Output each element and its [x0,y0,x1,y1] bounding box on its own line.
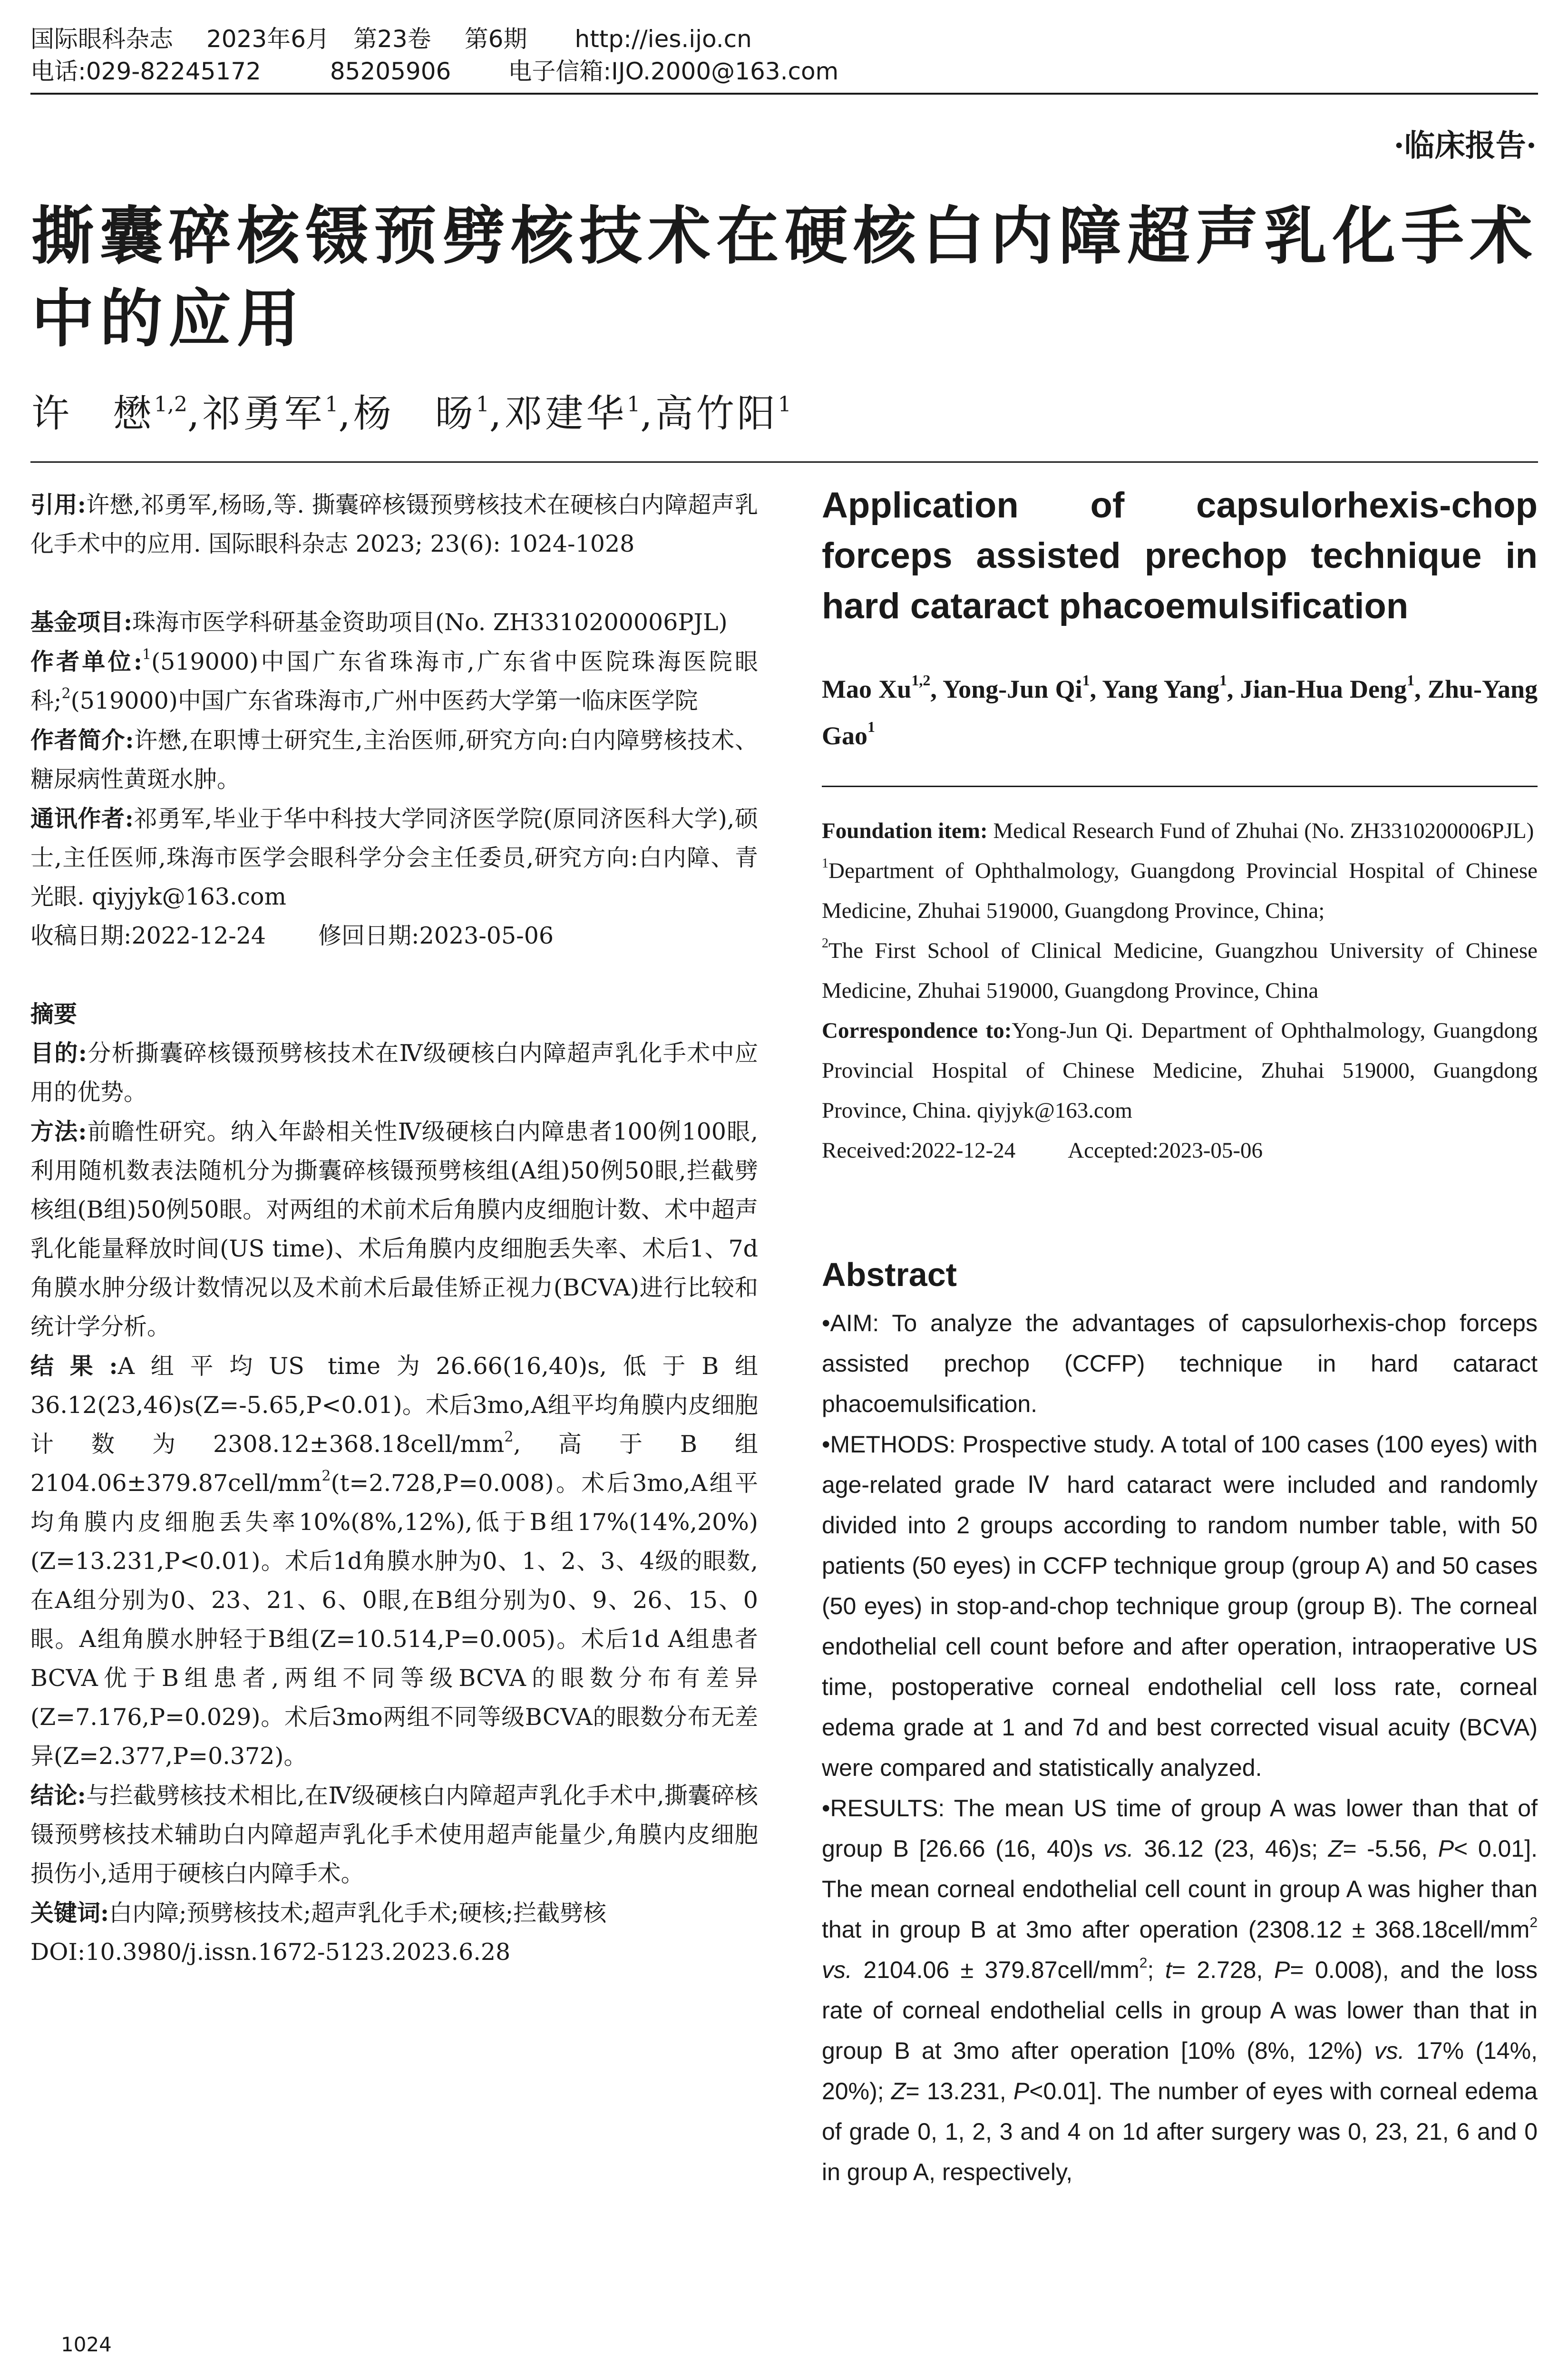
journal-header [30,23,1538,88]
department-2-text: The First School of Clinical Medicine, Guangzhou University of Chinese Medicine, Zhuhai 519000, Guangdong Province, China [822,938,1538,1003]
conclusion-text: 与拦截劈核技术相比,在Ⅳ级硬核白内障超声乳化手术中,撕囊碎核镊预劈核技术辅助白内障超声乳化手术使用超声能量少,角膜内皮细胞损伤小,适用于硬核白内障手术。 [30,1782,758,1887]
abstract-methods [30,1112,758,1346]
conclusion-label: 结论: [30,1782,86,1809]
author-bio [30,721,758,799]
results-en-text: = 13.231, [906,2078,1013,2104]
author-affiliation: 1 [867,718,876,735]
abstract-aim-en: •AIM: To analyze the advantages of capsulorhexis-chop forceps assisted prechop (CCFP) technique in hard cataract phacoemulsification. [822,1310,1538,1417]
foundation-label: Foundation item: [822,818,988,843]
results-en-text: 2104.06 ± 379.87cell/mm [852,1957,1139,1983]
author-en: Yang Yang [1102,675,1219,703]
department-sup: 2 [822,936,828,951]
left-column [30,485,758,1972]
results-en-stat: P [1274,1957,1290,1983]
dates [30,916,758,955]
results-en-text: < 0.01]. The mean corneal endothelial cell count in group A was higher than that in group B at 3mo after operation (2308.12 ± 368.18cell/mm [822,1835,1538,1943]
revised-date: 修回日期:2023-05-06 [318,922,554,949]
author-affiliation: 1 [778,392,791,417]
section-label: ·临床报告· [1393,128,1537,164]
authors-en: Mao Xu$^{1,2}$, Yong-Jun Qi$^1$, Yang Yang$^1$, Jian-Hua Deng$^1$, Zhu-Yang Gao$^1$ [822,672,1538,750]
keywords-text: 白内障;预劈核技术;超声乳化手术;硬核;拦截劈核 [109,1900,607,1927]
page-number: 1024 [61,2333,112,2356]
journal-url[interactable]: http://ies.ijo.cn [575,25,752,53]
affiliation-text-1: (519000)中国广东省珠海市,广东省中医院珠海医院眼科; [30,648,758,714]
abstract-title-cn: 摘要 [30,1000,78,1028]
results-en-sup: 2 [1139,1955,1148,1971]
author-cn: 祁勇军 [202,391,325,436]
methods-text: 前瞻性研究。纳入年龄相关性Ⅳ级硬核白内障患者100例100眼,利用随机数表法随机分为撕囊碎核镊预劈核组(A组)50例50眼,拦截劈核组(B组)50例50眼。对两组的术前术后角膜内皮细胞计数、术中超声乳化能量释放时间(US time)、术后角膜内皮细胞丢失率、术后1、7d角膜水肿分级计数情况以及术前术后最佳矫正视力(BCVA)进行比较和统计学分析。 [30,1118,758,1340]
author-affiliation: 1,2 [911,672,931,689]
results-sup: 2 [504,1429,514,1445]
results-text: ,高于B组2104.06±379.87cell/mm [30,1431,758,1497]
author-en: Zhu-Yang Gao [822,675,1538,750]
correspondence [822,1011,1538,1130]
results-en-text: = -5.56, [1343,1835,1438,1862]
en-article-info [822,811,1538,1170]
author-cn: 高竹阳 [655,391,778,436]
results-text: A组平均US time为26.66(16,40)s,低于B组36.12(23,46)s(Z=-5.65,P<0.01)。术后3mo,A组平均角膜内皮细胞计数为2308.12±368.18cell/mm [30,1353,758,1458]
results-en-text: 36.12 (23, 46)s; [1133,1835,1328,1862]
corresponding-label: 通讯作者: [30,805,134,832]
article-title-cn: 撕囊碎核镊预劈核技术在硬核白内障超声乳化手术中的应用 [31,200,1538,356]
author-affiliation: 1 [627,392,641,417]
received-en: Received:2022-12-24 [822,1138,1016,1163]
article-title-en: Application of capsulorhexis-chop forceps assisted prechop technique in hard cataract phacoemulsification [822,485,1538,626]
en-dates [822,1130,1538,1170]
results-label: 结果: [30,1352,118,1380]
results-en-text: <0.01]. The number of eyes with corneal edema of grade 0, 1, 2, 3 and 4 on 1d after surgery was 0, 23, 21, 6 and 0 in group A, respectively, [822,2078,1538,2185]
authors-rule [30,461,1538,463]
results-en-text: 17% (14%, 20%); [822,2037,1538,2104]
phone-2: 85205906 [330,58,451,85]
received-date: 收稿日期:2022-12-24 [30,922,266,949]
author-affiliation: 1 [325,392,339,417]
phone: 电话:029-82245172 [30,58,261,85]
en-authors-rule [822,786,1538,787]
doi[interactable]: DOI:10.3980/j.issn.1672-5123.2023.6.28 [30,1939,511,1966]
abstract-heading: Abstract [822,1256,957,1293]
results-en-stat: Z [891,2078,906,2104]
results-en-text: = 0.008), and the loss rate of corneal endothelial cells in group A was lower than that in group B at 3mo after operation [10% (8%, 12%) [822,1957,1538,2064]
results-en-vs: vs. [1374,2037,1405,2064]
email[interactable]: 电子信箱:IJO.2000@163.com [508,58,839,85]
results-en-text: = 2.728, [1171,1957,1274,1983]
en-abstract [822,1303,1538,2192]
affiliation [30,642,758,721]
author-en: Jian-Hua Deng [1240,675,1407,703]
author-en: Mao Xu [822,675,912,703]
volume: 第23卷 [353,25,431,53]
corresponding-author [30,799,758,916]
affiliation-label: 作者单位: [30,648,142,675]
results-en-stat: P [1013,2078,1030,2104]
results-text: (t=2.728,P=0.008)。术后3mo,A组平均角膜内皮细胞丢失率10%(8%,12%),低于B组17%(14%,20%)(Z=13.231,P<0.01)。术后1d角膜水肿为0、1、2、3、4级的眼数,在A组分别为0、23、21、6、0眼,在B组分别为0、9、26、15、0眼。A组角膜水肿轻于B组(Z=10.514,P=0.005)。术后1d A组患者BCVA优于B组患者,两组不同等级BCVA的眼数分布有差异(Z=7.176,P=0.029)。术后3mo两组不同等级BCVA的眼数分布无差异(Z=2.377,P=0.372)。 [30,1470,758,1770]
department-1 [822,851,1538,931]
methods-label: 方法: [30,1118,87,1145]
results-en-text: ; [1147,1957,1165,1983]
results-en-vs: vs. [822,1957,852,1983]
issue-date: 2023年6月 [206,25,330,53]
journal-header-line-1 [30,23,1538,55]
author-en: Yong-Jun Qi [943,675,1082,703]
abstract-results [30,1346,758,1776]
abstract-methods-en: •METHODS: Prospective study. A total of 100 cases (100 eyes) with age-related grade Ⅳ hard cataract were included and randomly divided into 2 groups according to random number table, with 50 patients (50 eyes) in CCFP technique group (group A) and 50 cases (50 eyes) in stop-and-chop technique group (group B). The corneal endothelial cell count before and after operation, intraoperative US time, postoperative corneal endothelial cell loss rate, corneal edema grade at 1 and 7d and best corrected visual acuity (BCVA) were compared and statistically analyzed. [822,1431,1538,1781]
author-affiliation: 1 [476,392,489,417]
keywords-label: 关键词: [30,1899,109,1927]
issue: 第6期 [464,25,527,53]
journal-header-line-2 [30,55,1538,88]
results-en-stat: t [1165,1957,1172,1983]
foundation-text: Medical Research Fund of Zhuhai (No. ZH3310200006PJL) [987,818,1534,843]
abstract-aim [30,1033,758,1112]
citation-text: 许懋,祁勇军,杨旸,等. 撕囊碎核镊预劈核技术在硬核白内障超声乳化手术中的应用. 国际眼科杂志 2023; 23(6): 1024-1028 [30,491,758,557]
affiliation-text-2: (519000)中国广东省珠海市,广州中医药大学第一临床医学院 [70,687,698,714]
results-sup: 2 [321,1468,331,1484]
results-en-sup: 2 [1529,1915,1538,1930]
fund-item [30,603,758,642]
author-cn: 杨 旸 [353,391,476,436]
author-affiliation: 1 [1082,672,1090,689]
keywords [30,1893,758,1933]
correspondence-label: Correspondence to: [822,1018,1012,1043]
author-affiliation: 1 [1407,672,1415,689]
journal-name: 国际眼科杂志 [30,25,173,53]
affiliation-sup: 2 [61,685,71,702]
department-1-text: Department of Ophthalmology, Guangdong Provincial Hospital of Chinese Medicine, Zhuhai 519000, Guangdong Province, China; [822,858,1538,923]
abstract-results-en [822,1788,1538,2192]
aim-label: 目的: [30,1039,87,1067]
author-affiliation: 1 [1219,672,1227,689]
header-rule [30,93,1538,95]
results-en-stat: P [1438,1835,1454,1862]
corresponding-text: 祁勇军,毕业于华中科技大学同济医学院(原同济医科大学),硕士,主任医师,珠海市医学会眼科学分会主任委员,研究方向:白内障、青光眼. qiyjyk@163.com [30,805,758,910]
results-en-text: •RESULTS: The mean US time of group A was lower than that of group B [26.66 (16, 40)s [822,1795,1538,1862]
correspondence-text: Yong-Jun Qi. Department of Ophthalmology, Guangdong Provincial Hospital of Chinese Medicine, Zhuhai 519000, Guangdong Province, China. qiyjyk@163.com [822,1018,1538,1123]
results-en-stat: Z [1328,1835,1343,1862]
department-2 [822,931,1538,1011]
affiliation-sup: 1 [142,646,152,663]
author-cn: 许 懋 [31,391,154,436]
abstract-conclusion [30,1776,758,1893]
fund-label: 基金项目: [30,608,133,636]
department-sup: 1 [822,856,828,871]
foundation-item [822,811,1538,851]
fund-text: 珠海市医学科研基金资助项目(No. ZH3310200006PJL) [132,609,728,636]
citation [30,485,758,564]
citation-label: 引用: [30,491,86,518]
author-cn: 邓建华 [504,391,627,436]
aim-text: 分析撕囊碎核镊预劈核技术在Ⅳ级硬核白内障超声乳化手术中应用的优势。 [30,1040,758,1106]
accepted-en: Accepted:2023-05-06 [1068,1138,1263,1163]
authors-cn: 许 懋$^{1,2}$,祁勇军$^1$,杨 旸$^1$,邓建华$^1$,高竹阳$^1$ [31,391,791,436]
author-affiliation: 1,2 [154,392,187,417]
results-en-vs: vs. [1103,1835,1134,1862]
bio-label: 作者简介: [30,726,134,754]
bio-text: 许懋,在职博士研究生,主治医师,研究方向:白内障劈核技术、糖尿病性黄斑水肿。 [30,727,758,793]
